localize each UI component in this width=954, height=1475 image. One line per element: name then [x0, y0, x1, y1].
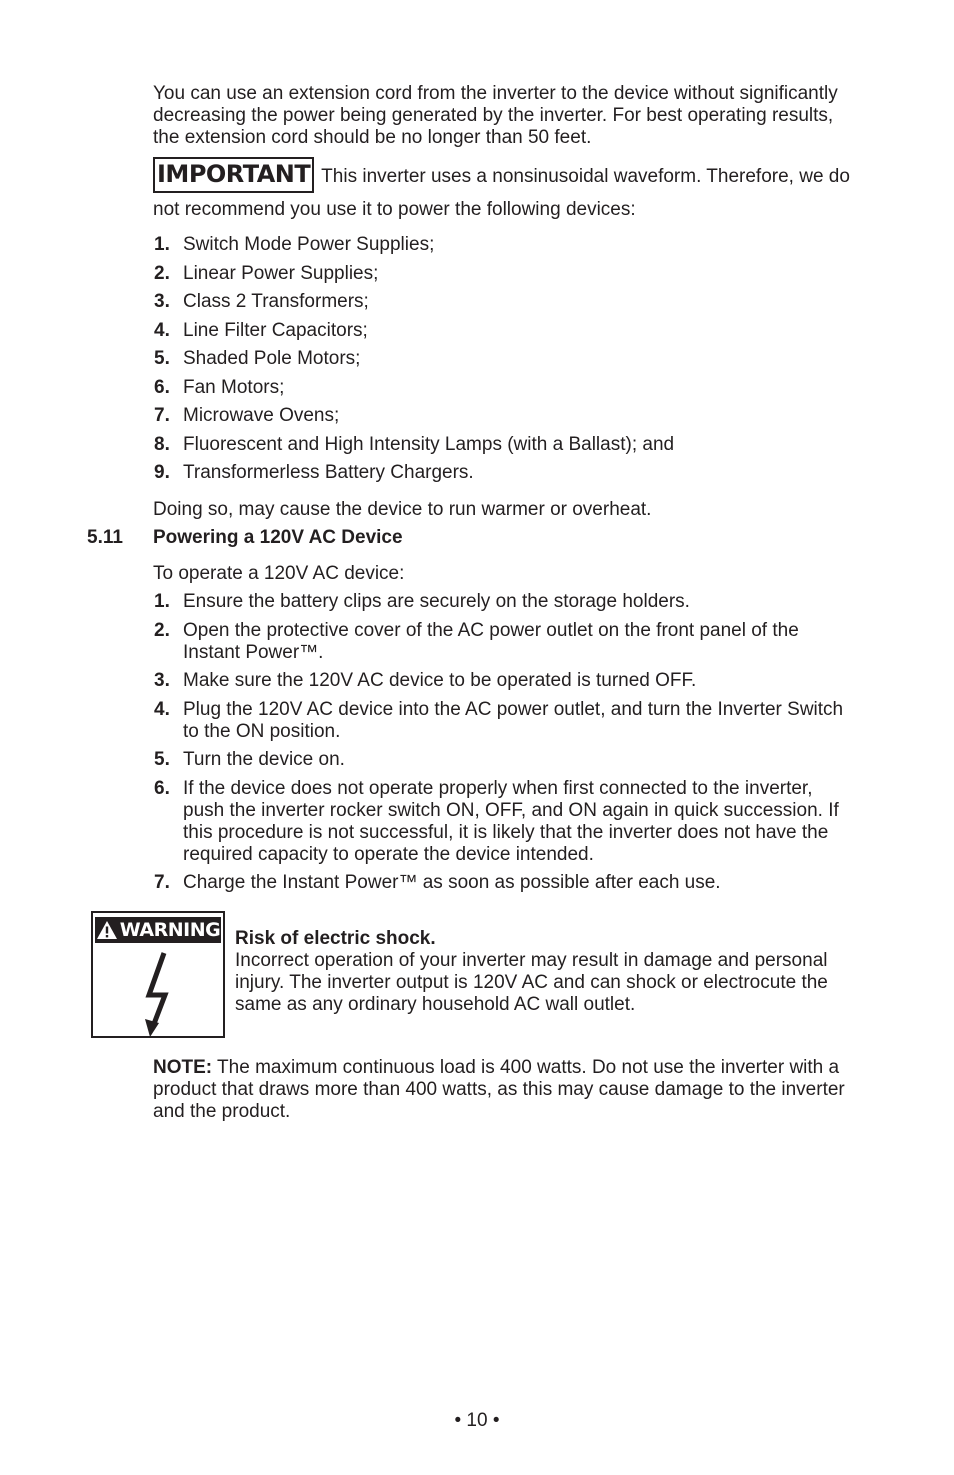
note-label: NOTE:: [153, 1057, 213, 1078]
note-paragraph: [153, 1057, 858, 1123]
warning-message: [235, 928, 855, 1016]
list-item: 5. Shaded Pole Motors;: [154, 348, 361, 369]
extension-cord-paragraph: You can use an extension cord from the inverter to the device without significantly decreasing the power being generated by the inverter. For best operating results, the extension cord should be no longer than 50 feet.: [153, 83, 838, 148]
list-item: 3. Make sure the 120V AC device to be operated is turned OFF.: [154, 670, 697, 691]
operating-steps-list: [153, 591, 858, 901]
important-text: This inverter uses a nonsinusoidal waveform. Therefore, we do not recommend you use it to power the following devices:: [153, 166, 850, 220]
list-item: 7. Charge the Instant Power™ as soon as possible after each use.: [154, 872, 721, 893]
list-item: 6. If the device does not operate properly when first connected to the inverter, push the inverter rocker switch ON, OFF, and ON again in quick succession. If this procedure is not successful, it is likely that the inverter does not have the required capacity to operate the device intended.: [154, 777, 839, 865]
list-item: 5. Turn the device on.: [154, 749, 345, 770]
warning-box: [91, 911, 225, 1038]
list-item: 2. Open the protective cover of the AC power outlet on the front panel of the Instant Power™.: [154, 619, 799, 663]
warning-header: [95, 917, 221, 943]
warning-label: WARNING: [119, 919, 221, 941]
warning-title: Risk of electric shock.: [235, 928, 436, 949]
devices-note: Doing so, may cause the device to run warmer or overheat.: [153, 499, 652, 520]
electric-shock-icon: [133, 949, 183, 1037]
list-item: 2. Linear Power Supplies;: [154, 262, 379, 284]
list-item: 1. Switch Mode Power Supplies;: [154, 234, 435, 255]
important-notice: [153, 157, 858, 226]
list-item: 6. Fan Motors;: [154, 376, 285, 398]
section-number: 5.11: [87, 527, 123, 548]
list-item: 7. Microwave Ovens;: [154, 405, 340, 426]
warning-body: Incorrect operation of your inverter may result in damage and personal injury. The inverter output is 120V AC and can shock or electrocute the same as any ordinary household AC wall outlet.: [235, 950, 828, 1015]
list-item: 3. Class 2 Transformers;: [154, 291, 369, 312]
section-intro: To operate a 120V AC device:: [153, 563, 405, 584]
alert-triangle-icon: [96, 920, 118, 940]
list-item: 1. Ensure the battery clips are securely on the storage holders.: [154, 591, 690, 612]
important-badge: IMPORTANT: [153, 157, 314, 193]
section-title: Powering a 120V AC Device: [153, 527, 403, 548]
list-item: 9. Transformerless Battery Chargers.: [154, 462, 474, 483]
incompatible-devices-list: [153, 234, 858, 491]
list-item: 4. Plug the 120V AC device into the AC power outlet, and turn the Inverter Switch to the ON position.: [154, 698, 844, 742]
list-item: 8. Fluorescent and High Intensity Lamps (with a Ballast); and: [154, 433, 675, 455]
list-item: 4. Line Filter Capacitors;: [154, 319, 368, 341]
page-number: • 10 •: [454, 1410, 500, 1431]
note-text: The maximum continuous load is 400 watts. Do not use the inverter with a product that draws more than 400 watts, as this may cause damage to the inverter and the product.: [153, 1057, 845, 1122]
